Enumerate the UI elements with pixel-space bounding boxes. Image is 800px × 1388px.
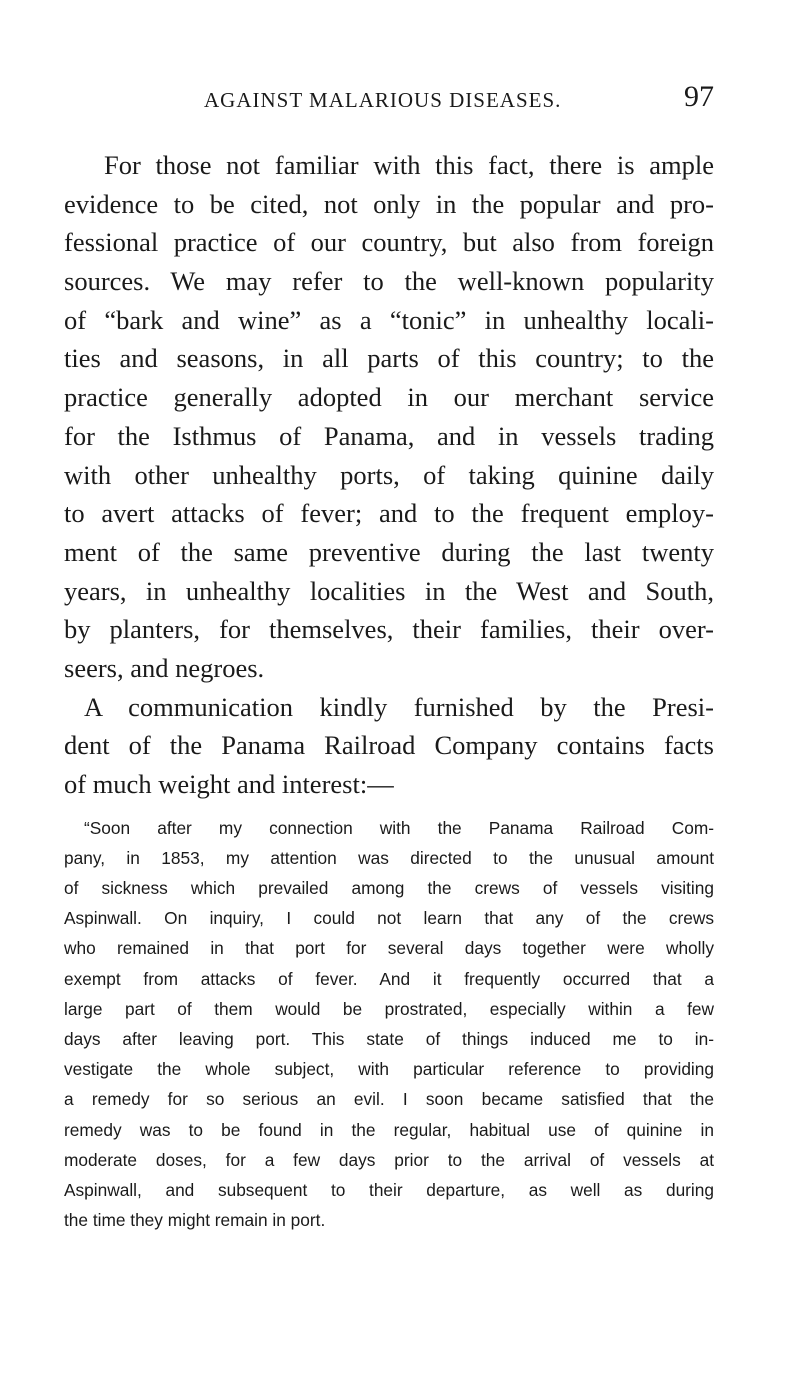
- paragraph-line: For those not familiar with this fact, there is ample: [104, 150, 714, 180]
- body-text: [64, 146, 714, 1235]
- running-head: [64, 80, 714, 120]
- quote-line: Aspinwall, and subsequent to their departure, as well as during: [64, 1179, 714, 1200]
- quote-line: who remained in that port for several days together were wholly: [64, 938, 714, 959]
- paragraph-line: to avert attacks of fever; and to the frequent employ-: [64, 498, 714, 529]
- paragraph-line: dent of the Panama Railroad Company contains facts: [64, 730, 714, 761]
- paragraph-line: sources. We may refer to the well-known popularity: [64, 266, 714, 297]
- quote-line: exempt from attacks of fever. And it frequently occurred that a: [64, 968, 714, 989]
- paragraph-line: with other unhealthy ports, of taking quinine daily: [64, 459, 714, 490]
- quote-line: large part of them would be prostrated, especially within a few: [64, 998, 714, 1019]
- paragraph-line: by planters, for themselves, their families, their over-: [64, 614, 714, 645]
- quote-line: days after leaving port. This state of things induced me to in-: [64, 1029, 714, 1049]
- paragraph-line: years, in unhealthy localities in the West and South,: [64, 575, 714, 606]
- paragraph-line: fessional practice of our country, but also from foreign: [64, 227, 714, 258]
- quote-line: remedy was to be found in the regular, habitual use of quinine in: [64, 1119, 714, 1140]
- page-number: 97: [684, 80, 714, 113]
- paragraph-line: practice generally adopted in our merchant service: [64, 382, 714, 413]
- paragraph-line: of “bark and wine” as a “tonic” in unhealthy locali-: [64, 304, 714, 335]
- quote-line: Aspinwall. On inquiry, I could not learn that any of the crews: [64, 908, 714, 929]
- quote-line: of sickness which prevailed among the crews of vessels visiting: [64, 878, 714, 899]
- quote-line: pany, in 1853, my attention was directed to the unusual amount: [64, 847, 714, 868]
- quote-line: “Soon after my connection with the Panama Railroad Com-: [84, 817, 714, 838]
- paragraph-line: evidence to be cited, not only in the popular and pro-: [64, 188, 714, 219]
- quote-line: a remedy for so serious an evil. I soon became satisfied that the: [64, 1089, 714, 1110]
- paragraph-line: A communication kindly furnished by the Presi-: [84, 691, 714, 722]
- paragraph-line: ment of the same preventive during the last twenty: [64, 536, 714, 567]
- quote-line: moderate doses, for a few days prior to the arrival of vessels at: [64, 1149, 714, 1170]
- running-title: AGAINST MALARIOUS DISEASES.: [204, 88, 562, 112]
- paragraph-line: for the Isthmus of Panama, and in vessels trading: [64, 420, 714, 451]
- paragraph-line: of much weight and interest:—: [64, 769, 394, 799]
- quote-line: vestigate the whole subject, with particular reference to providing: [64, 1059, 714, 1080]
- paragraph-line: ties and seasons, in all parts of this country; to the: [64, 343, 714, 374]
- paragraph-line: seers, and negroes.: [64, 652, 265, 683]
- quote-line: the time they might remain in port.: [64, 1210, 326, 1231]
